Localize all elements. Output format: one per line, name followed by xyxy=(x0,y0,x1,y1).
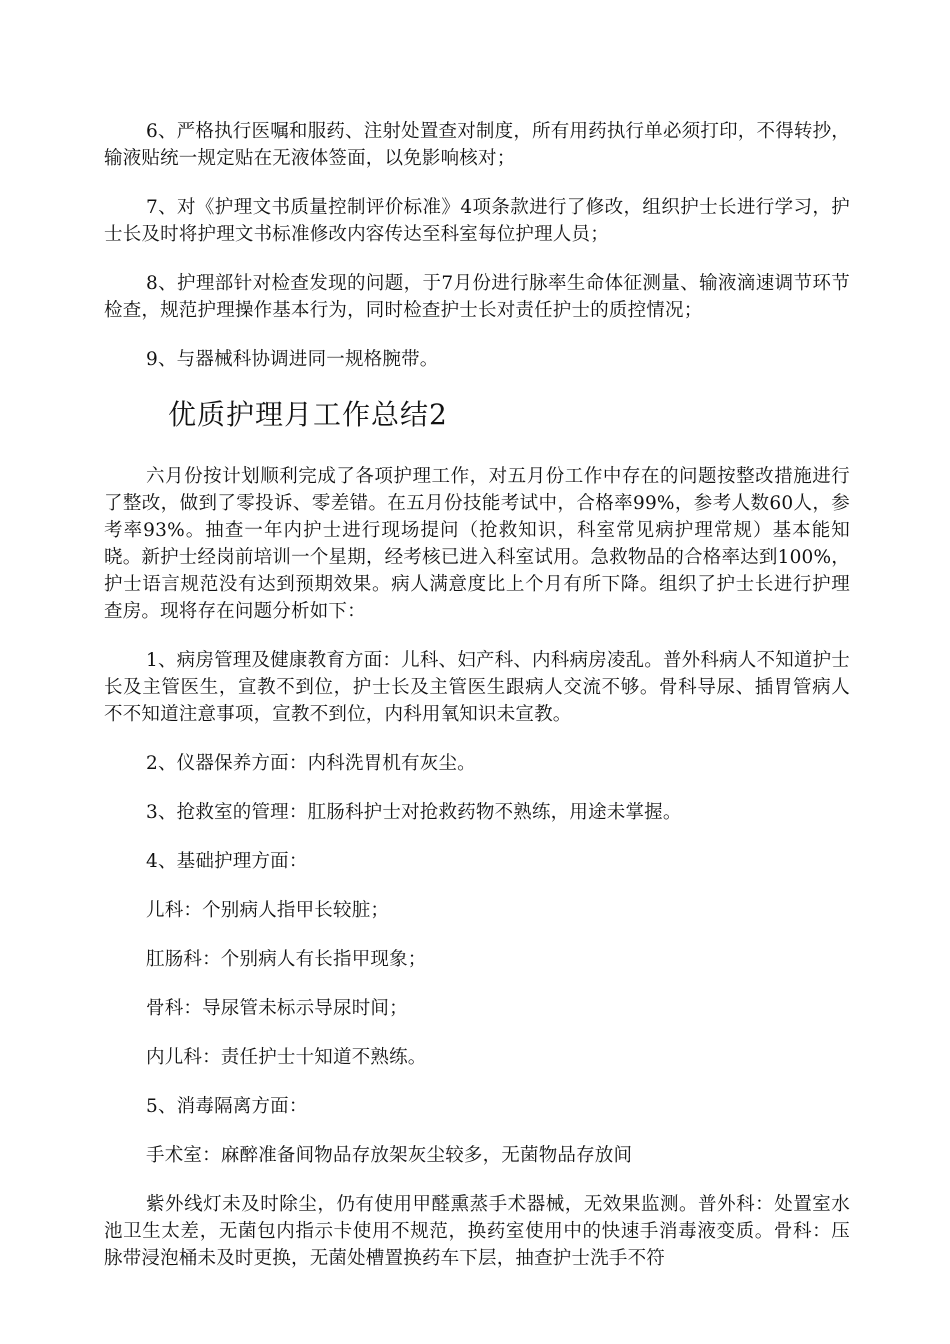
disinfection-heading: 5、消毒隔离方面： xyxy=(146,1096,308,1117)
disinfection-detail-paragraph: 紫外线灯未及时除尘，仍有使用甲醛熏蒸手术器械，无效果监测。普外科：处置室水池卫生太差，无菌包内指示卡使用不规范，换药室使用中的快速手消毒液变质。骨科：压脉带浸泡桶未及时更换，无菌处槽置换药车下层，抽查护士洗手不符 xyxy=(104,1194,850,1269)
internal-pediatrics-item: 内儿科：责任护士十知道不熟练。 xyxy=(146,1047,427,1068)
pediatrics-item: 儿科：个别病人指甲长较脏； xyxy=(146,900,390,921)
paragraph-item-9: 9、与器械科协调进同一规格腕带。 xyxy=(146,349,439,370)
anorectal-item: 肛肠科：个别病人有长指甲现象； xyxy=(146,949,427,970)
summary-intro-paragraph: 六月份按计划顺利完成了各项护理工作，对五月份工作中存在的问题按整改措施进行了整改，做到了零投诉、零差错。在五月份技能考试中，合格率99%，参考人数60人，参考率93%。抽查一年内护士进行现场提问（抢救知识，科室常见病护理常规）基本能知晓。新护士经岗前培训一个星期，经考核已进入科室试用。急救物品的合格率达到100%，护士语言规范没有达到预期效果。病人满意度比上个月有所下降。组织了护士长进行护理查房。现将存在问题分析如下： xyxy=(104,466,850,622)
section-heading: 优质护理月工作总结2 xyxy=(168,398,448,431)
operating-room-item: 手术室：麻醉准备间物品存放架灰尘较多，无菌物品存放间 xyxy=(146,1145,633,1166)
ward-management-paragraph: 1、病房管理及健康教育方面：儿科、妇产科、内科病房凌乱。普外科病人不知道护士长及主管医生，宣教不到位，护士长及主管医生跟病人交流不够。骨科导尿、插胃管病人不不知道注意事项，宣教不到位，内科用氧知识未宣教。 xyxy=(104,650,850,725)
orthopedics-item: 骨科：导尿管未标示导尿时间； xyxy=(146,998,408,1019)
rescue-room-paragraph: 3、抢救室的管理：肛肠科护士对抢救药物不熟练，用途未掌握。 xyxy=(146,802,682,823)
paragraph-item-6: 6、严格执行医嘱和服药、注射处置查对制度，所有用药执行单必须打印，不得转抄，输液贴统一规定贴在无液体签面，以免影响核对； xyxy=(104,121,850,169)
basic-nursing-heading: 4、基础护理方面： xyxy=(146,851,308,872)
instrument-maintenance-paragraph: 2、仪器保养方面：内科洗胃机有灰尘。 xyxy=(146,753,476,774)
paragraph-item-8: 8、护理部针对检查发现的问题，于7月份进行脉率生命体征测量、输液滴速调节环节检查，规范护理操作基本行为，同时检查护士长对责任护士的质控情况； xyxy=(104,273,850,321)
paragraph-item-7: 7、对《护理文书质量控制评价标准》4项条款进行了修改，组织护士长进行学习，护士长及时将护理文书标准修改内容传达至科室每位护理人员； xyxy=(104,197,850,245)
document-content xyxy=(104,118,850,1294)
